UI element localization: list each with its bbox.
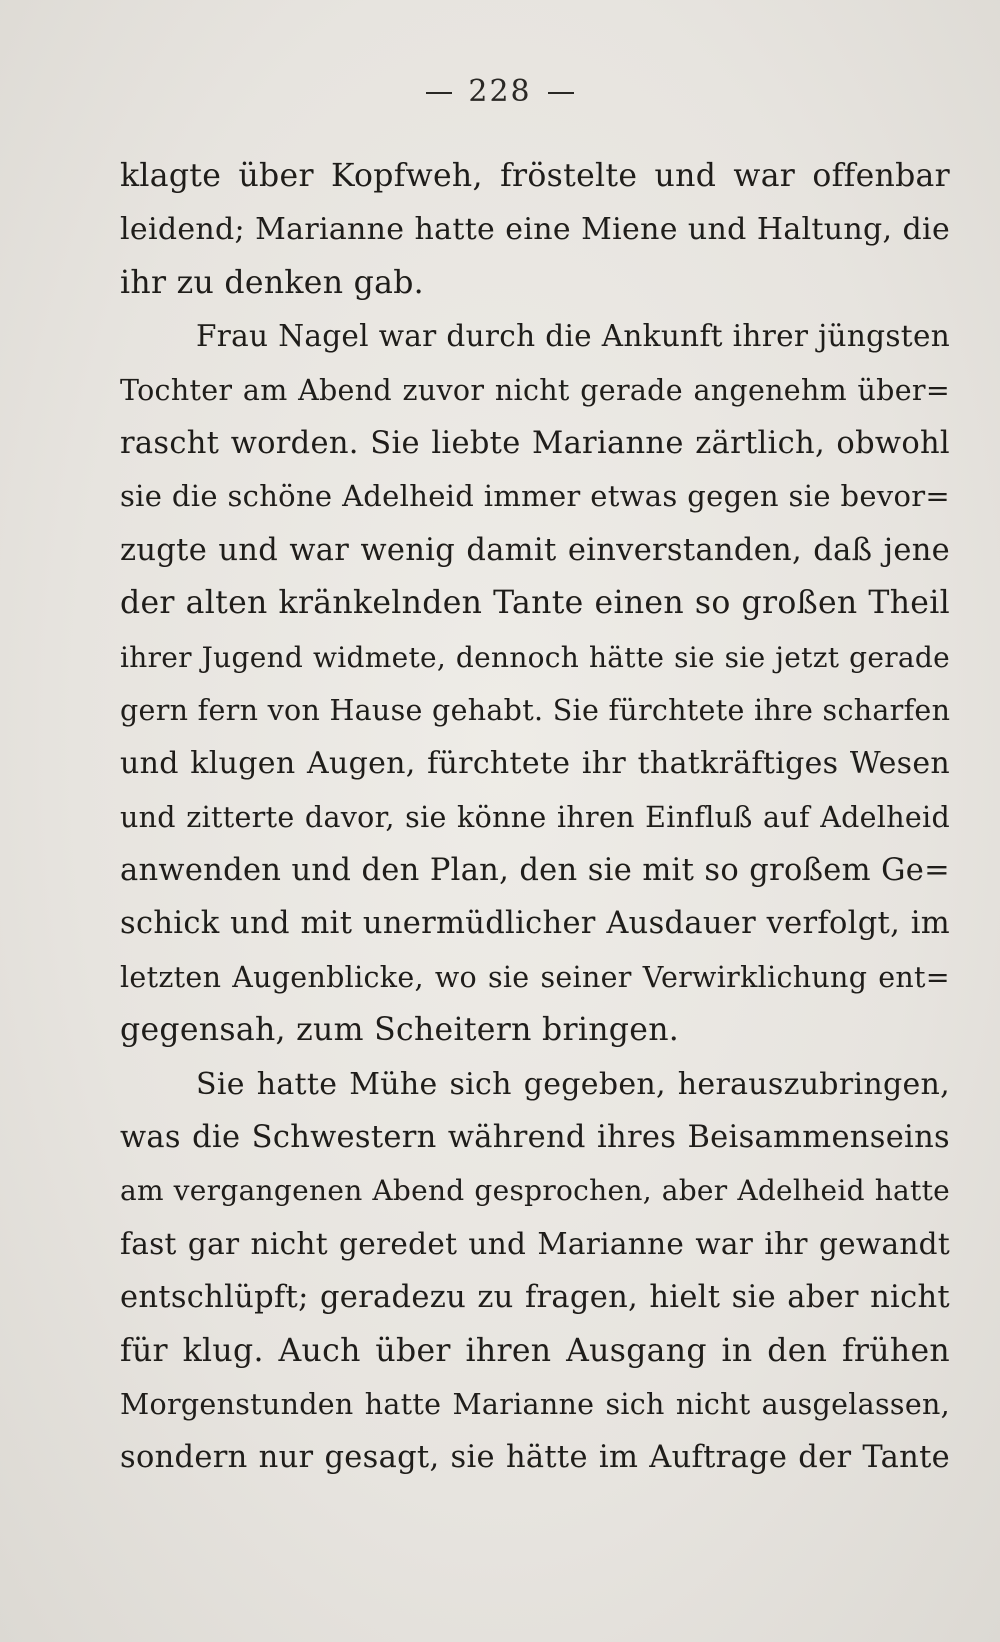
- text-line: Frau Nagel war durch die Ankunft ihrer jüngsten: [196, 319, 950, 354]
- header-dash-right: [548, 92, 574, 94]
- text-line: klagte über Kopfweh, fröstelte und war offenbar: [120, 158, 950, 194]
- text-line: Sie hatte Mühe sich gegeben, herauszubringen,: [196, 1066, 950, 1102]
- text-line: rascht worden. Sie liebte Marianne zärtlich, obwohl: [120, 425, 950, 461]
- text-line: ihr zu denken gab.: [120, 264, 424, 301]
- text-line: und zitterte davor, sie könne ihren Einfluß auf Adelheid: [120, 800, 950, 834]
- text-line: sondern nur gesagt, sie hätte im Auftrage der Tante: [120, 1440, 950, 1476]
- text-line: am vergangenen Abend gesprochen, aber Adelheid hatte: [120, 1174, 950, 1208]
- text-line: und klugen Augen, fürchtete ihr thatkräftiges Wesen: [120, 746, 950, 782]
- text-line: fast gar nicht geredet und Marianne war ihr gewandt: [120, 1226, 950, 1261]
- page-number: 228: [468, 74, 532, 109]
- text-line: entschlüpft; geradezu zu fragen, hielt sie aber nicht: [120, 1280, 950, 1316]
- text-line: gern fern von Hause gehabt. Sie fürchtete ihre scharfen: [120, 693, 951, 727]
- text-line: schick und mit unermüdlicher Ausdauer verfolgt, im: [120, 906, 950, 942]
- text-line: letzten Augenblicke, wo sie seiner Verwirklichung ent=: [120, 960, 950, 994]
- text-line: zugte und war wenig damit einverstanden, daß jene: [120, 532, 950, 568]
- text-line: Morgenstunden hatte Marianne sich nicht ausgelassen,: [120, 1387, 950, 1421]
- header-dash-left: [426, 92, 452, 94]
- text-line: Tochter am Abend zuvor nicht gerade angenehm über=: [120, 373, 950, 407]
- text-line: leidend; Marianne hatte eine Miene und Haltung, die: [120, 212, 950, 248]
- text-line: gegensah, zum Scheitern bringen.: [120, 1012, 680, 1049]
- text-line: für klug. Auch über ihren Ausgang in den frühen: [120, 1332, 950, 1369]
- page-header: [0, 74, 1000, 109]
- text-line: ihrer Jugend widmete, dennoch hätte sie sie jetzt gerade: [120, 640, 950, 674]
- text-line: anwenden und den Plan, den sie mit so großem Ge=: [120, 853, 950, 889]
- body-text: [120, 150, 950, 1485]
- text-line: der alten kränkelnden Tante einen so großen Theil: [120, 585, 950, 622]
- text-line: was die Schwestern während ihres Beisammenseins: [120, 1120, 950, 1156]
- text-line: sie die schöne Adelheid immer etwas gegen sie bevor=: [120, 479, 950, 514]
